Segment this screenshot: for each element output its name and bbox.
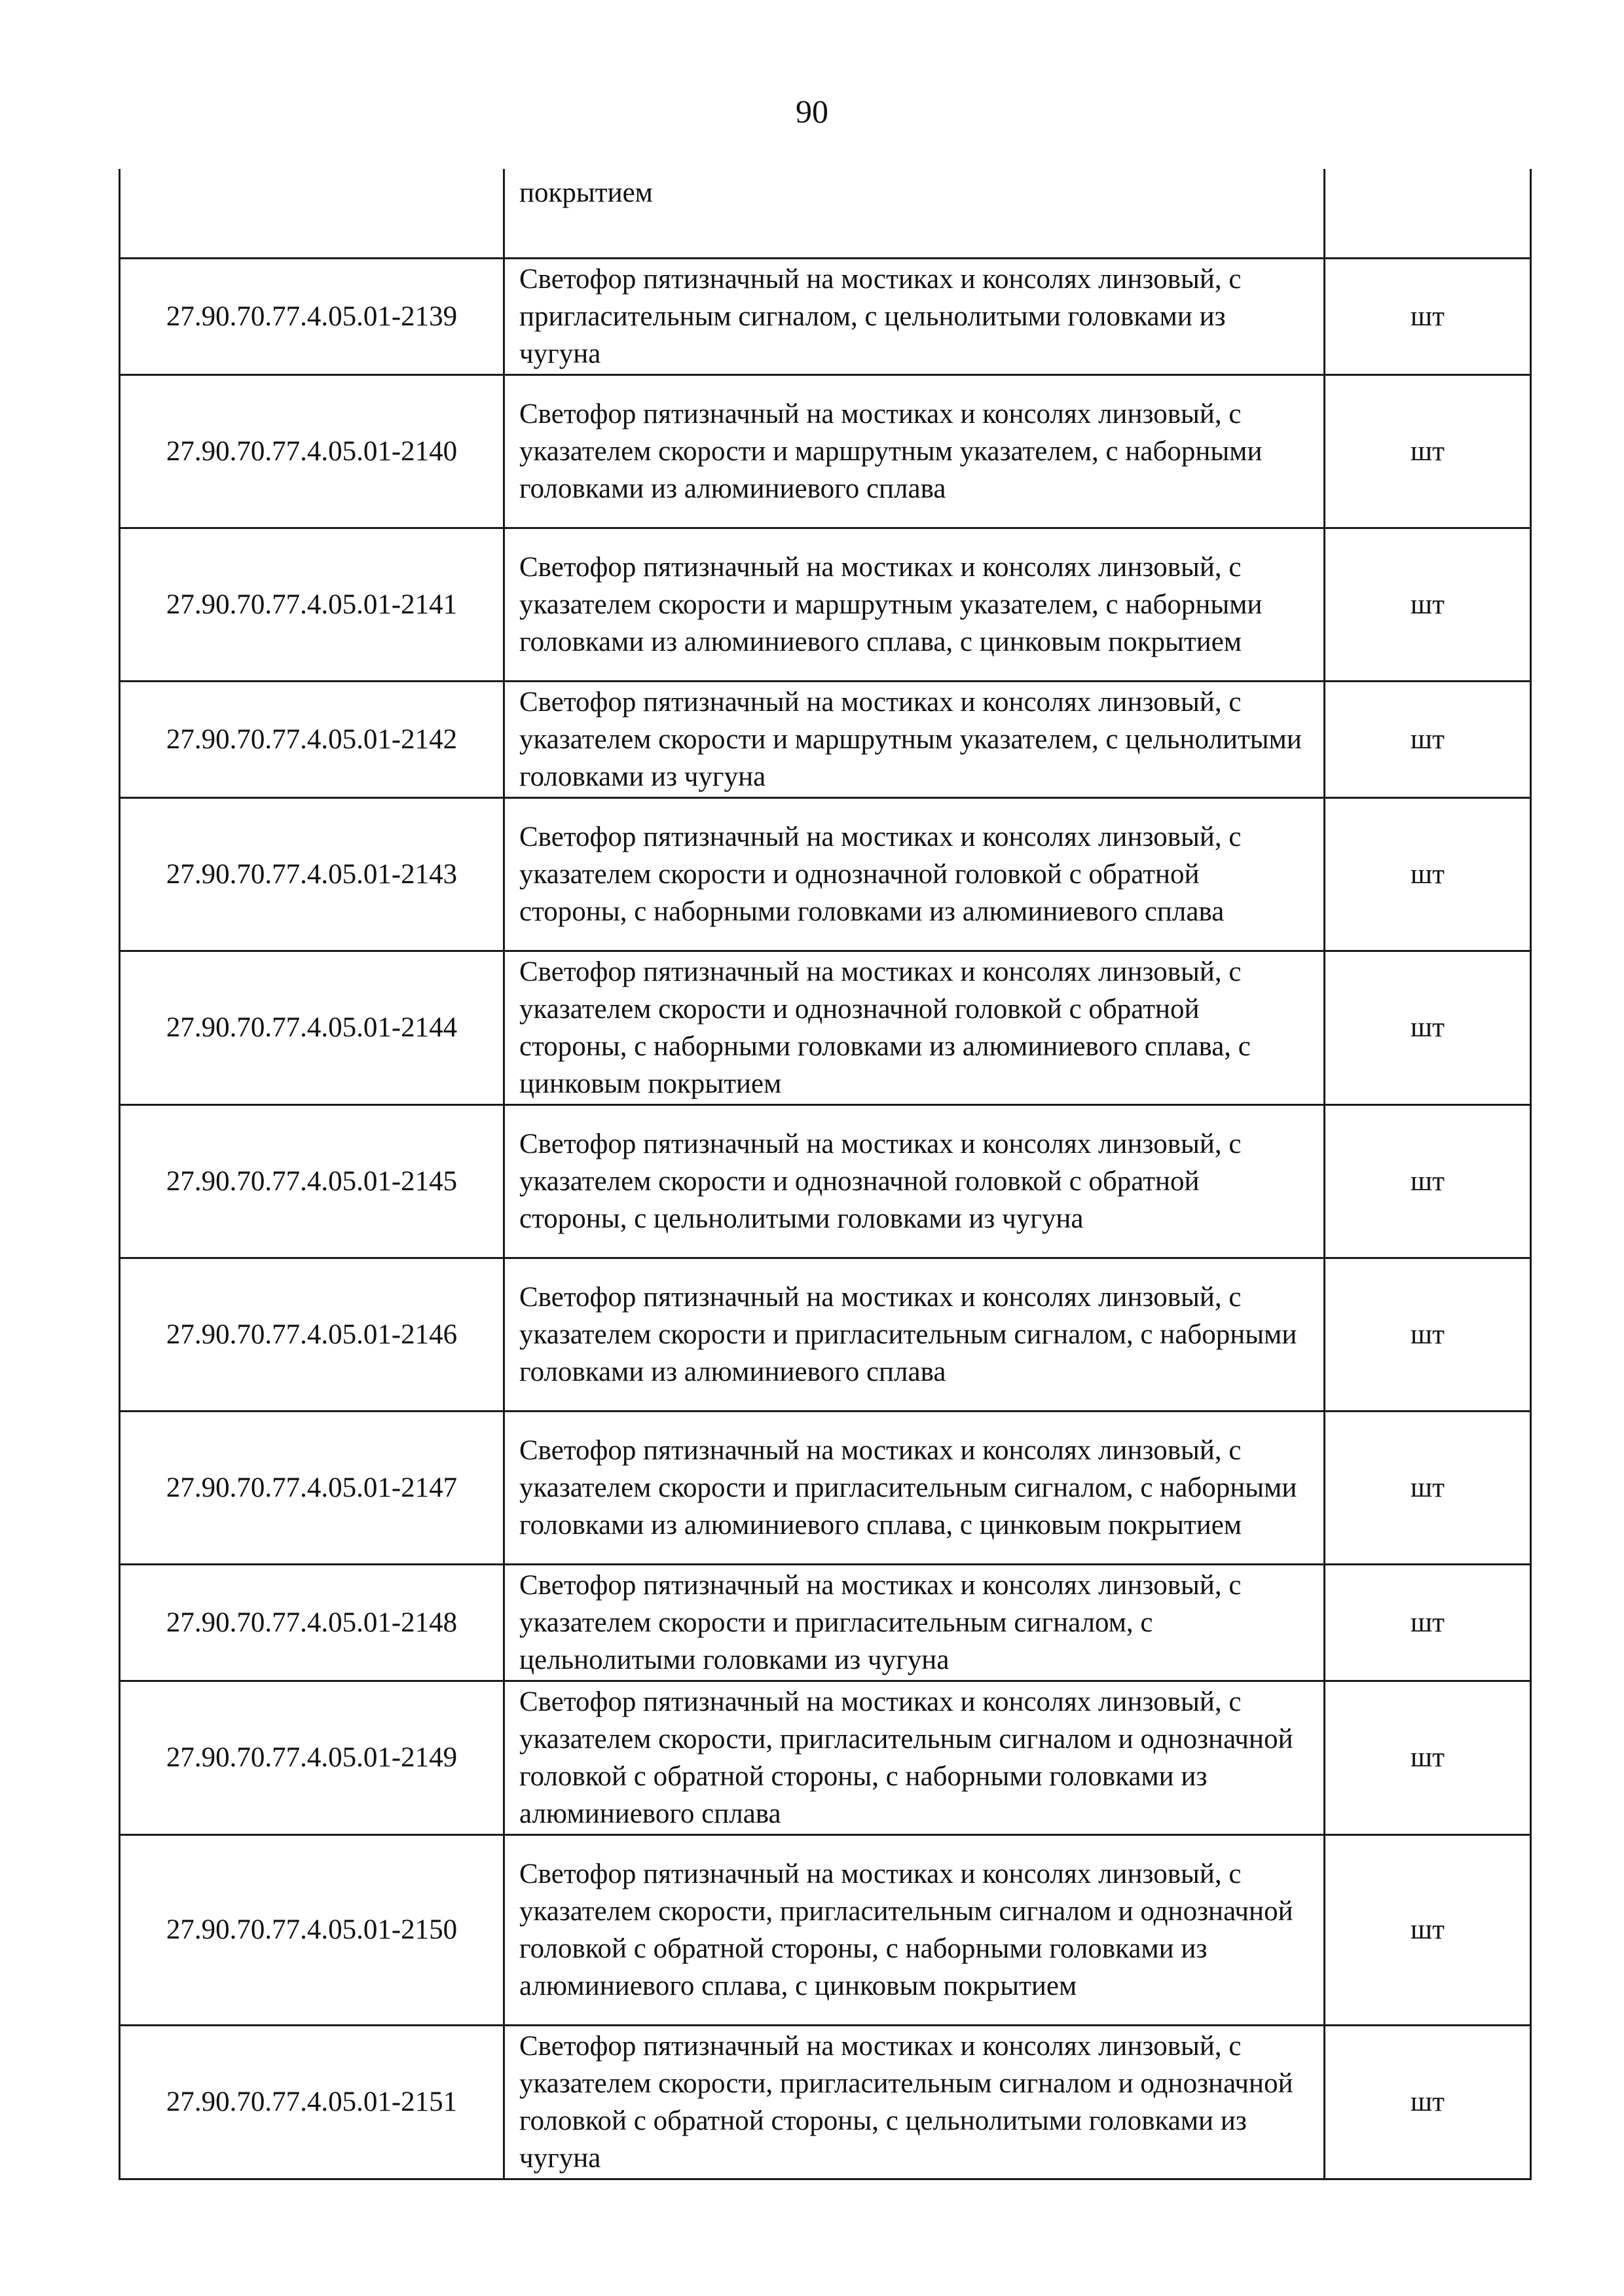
unit-cell: шт <box>1325 797 1531 951</box>
description-cell: Светофор пятизначный на мостиках и консолях линзовый, с пригласительным сигналом, с цельнолитыми головками из чугуна <box>504 258 1325 374</box>
table-row <box>120 681 1531 797</box>
code-cell: 27.90.70.77.4.05.01-2145 <box>120 1104 504 1258</box>
table-row <box>120 1258 1531 1411</box>
table-row-continuation <box>120 169 1531 258</box>
unit-cell: шт <box>1325 681 1531 797</box>
description-cell: Светофор пятизначный на мостиках и консолях линзовый, с указателем скорости, пригласительным сигналом и однозначной головкой с обратной стороны, с наборными головками из алюминиевого сплава <box>504 1681 1325 1834</box>
code-cell: 27.90.70.77.4.05.01-2150 <box>120 1834 504 2025</box>
unit-cell: шт <box>1325 528 1531 681</box>
unit-cell: шт <box>1325 374 1531 528</box>
description-cell: Светофор пятизначный на мостиках и консолях линзовый, с указателем скорости и однозначной головкой с обратной стороны, с наборными головками из алюминиевого сплава, с цинковым покрытием <box>504 951 1325 1104</box>
description-cell: Светофор пятизначный на мостиках и консолях линзовый, с указателем скорости и маршрутным указателем, с наборными головками из алюминиевого сплава <box>504 374 1325 528</box>
unit-cell: шт <box>1325 1834 1531 2025</box>
unit-cell: шт <box>1325 1104 1531 1258</box>
description-cell: Светофор пятизначный на мостиках и консолях линзовый, с указателем скорости и пригласительным сигналом, с цельнолитыми головками из чугуна <box>504 1564 1325 1681</box>
unit-cell <box>1325 169 1531 258</box>
code-cell: 27.90.70.77.4.05.01-2144 <box>120 951 504 1104</box>
description-cell: Светофор пятизначный на мостиках и консолях линзовый, с указателем скорости и однозначной головкой с обратной стороны, с цельнолитыми головками из чугуна <box>504 1104 1325 1258</box>
code-cell: 27.90.70.77.4.05.01-2148 <box>120 1564 504 1681</box>
unit-cell: шт <box>1325 258 1531 374</box>
unit-cell: шт <box>1325 1258 1531 1411</box>
unit-cell: шт <box>1325 1564 1531 1681</box>
unit-cell: шт <box>1325 1681 1531 1834</box>
description-cell: Светофор пятизначный на мостиках и консолях линзовый, с указателем скорости и маршрутным указателем, с наборными головками из алюминиевого сплава, с цинковым покрытием <box>504 528 1325 681</box>
classifier-table <box>119 169 1532 2180</box>
code-cell: 27.90.70.77.4.05.01-2151 <box>120 2025 504 2179</box>
table-row <box>120 374 1531 528</box>
description-cell: Светофор пятизначный на мостиках и консолях линзовый, с указателем скорости, пригласительным сигналом и однозначной головкой с обратной стороны, с наборными головками из алюминиевого сплава, с цинковым покрытием <box>504 1834 1325 2025</box>
table-row <box>120 1834 1531 2025</box>
description-cell: Светофор пятизначный на мостиках и консолях линзовый, с указателем скорости, пригласительным сигналом и однозначной головкой с обратной стороны, с цельнолитыми головками из чугуна <box>504 2025 1325 2179</box>
code-cell: 27.90.70.77.4.05.01-2146 <box>120 1258 504 1411</box>
table-row <box>120 1564 1531 1681</box>
table-row <box>120 1681 1531 1834</box>
code-cell: 27.90.70.77.4.05.01-2149 <box>120 1681 504 1834</box>
code-cell: 27.90.70.77.4.05.01-2140 <box>120 374 504 528</box>
table-body <box>120 169 1531 2179</box>
description-cell: покрытием <box>504 169 1325 258</box>
description-cell: Светофор пятизначный на мостиках и консолях линзовый, с указателем скорости и пригласительным сигналом, с наборными головками из алюминиевого сплава <box>504 1258 1325 1411</box>
code-cell: 27.90.70.77.4.05.01-2141 <box>120 528 504 681</box>
table-row <box>120 258 1531 374</box>
table-row <box>120 797 1531 951</box>
description-cell: Светофор пятизначный на мостиках и консолях линзовый, с указателем скорости и пригласительным сигналом, с наборными головками из алюминиевого сплава, с цинковым покрытием <box>504 1411 1325 1564</box>
code-cell: 27.90.70.77.4.05.01-2142 <box>120 681 504 797</box>
table-row <box>120 951 1531 1104</box>
table-row <box>120 1411 1531 1564</box>
table-row <box>120 2025 1531 2179</box>
code-cell <box>120 169 504 258</box>
page-number: 90 <box>796 93 828 130</box>
code-cell: 27.90.70.77.4.05.01-2143 <box>120 797 504 951</box>
unit-cell: шт <box>1325 1411 1531 1564</box>
code-cell: 27.90.70.77.4.05.01-2147 <box>120 1411 504 1564</box>
unit-cell: шт <box>1325 951 1531 1104</box>
table-row <box>120 528 1531 681</box>
unit-cell: шт <box>1325 2025 1531 2179</box>
code-cell: 27.90.70.77.4.05.01-2139 <box>120 258 504 374</box>
description-cell: Светофор пятизначный на мостиках и консолях линзовый, с указателем скорости и однозначной головкой с обратной стороны, с наборными головками из алюминиевого сплава <box>504 797 1325 951</box>
table-row <box>120 1104 1531 1258</box>
description-cell: Светофор пятизначный на мостиках и консолях линзовый, с указателем скорости и маршрутным указателем, с цельнолитыми головками из чугуна <box>504 681 1325 797</box>
